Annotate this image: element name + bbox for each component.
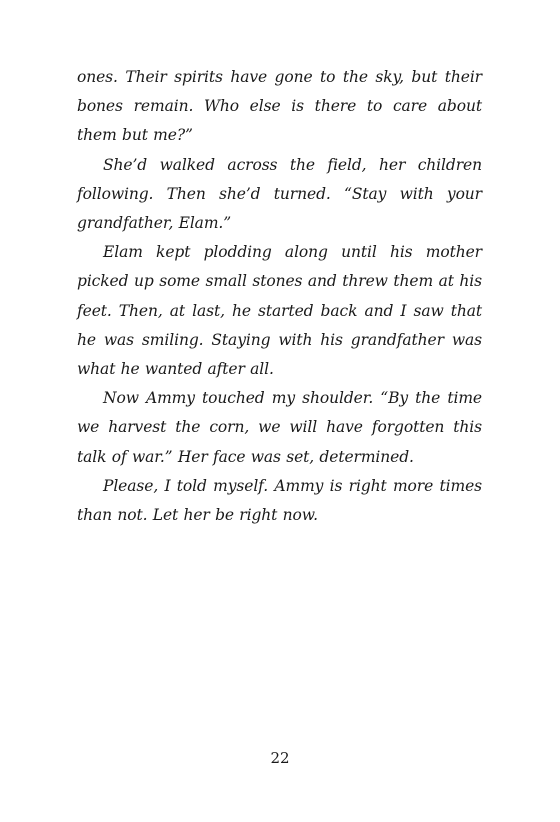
page-number: 22 xyxy=(270,749,290,767)
paragraph: Please, I told myself. Ammy is right more times than not. Let her be right now. xyxy=(77,476,482,525)
paragraph-continued: ones. Their spirits have gone to the sky, but their bones remain. Who else is there to care about them but me?” xyxy=(77,68,482,145)
paragraph: She’d walked across the field, her children following. Then she’d turned. “Stay with your grandfather, Elam.” xyxy=(77,155,482,233)
body-text xyxy=(77,63,482,530)
paragraph: Elam kept plodding along until his mother picked up some small stones and threw them at his feet. Then, at last, he started back and I saw that he was smiling. Staying with his grandfather was what he wanted after all. xyxy=(77,243,482,379)
paragraph: Now Ammy touched my shoulder. “By the time we harvest the corn, we will have forgotten this talk of war.” Her face was set, determined. xyxy=(77,389,482,466)
